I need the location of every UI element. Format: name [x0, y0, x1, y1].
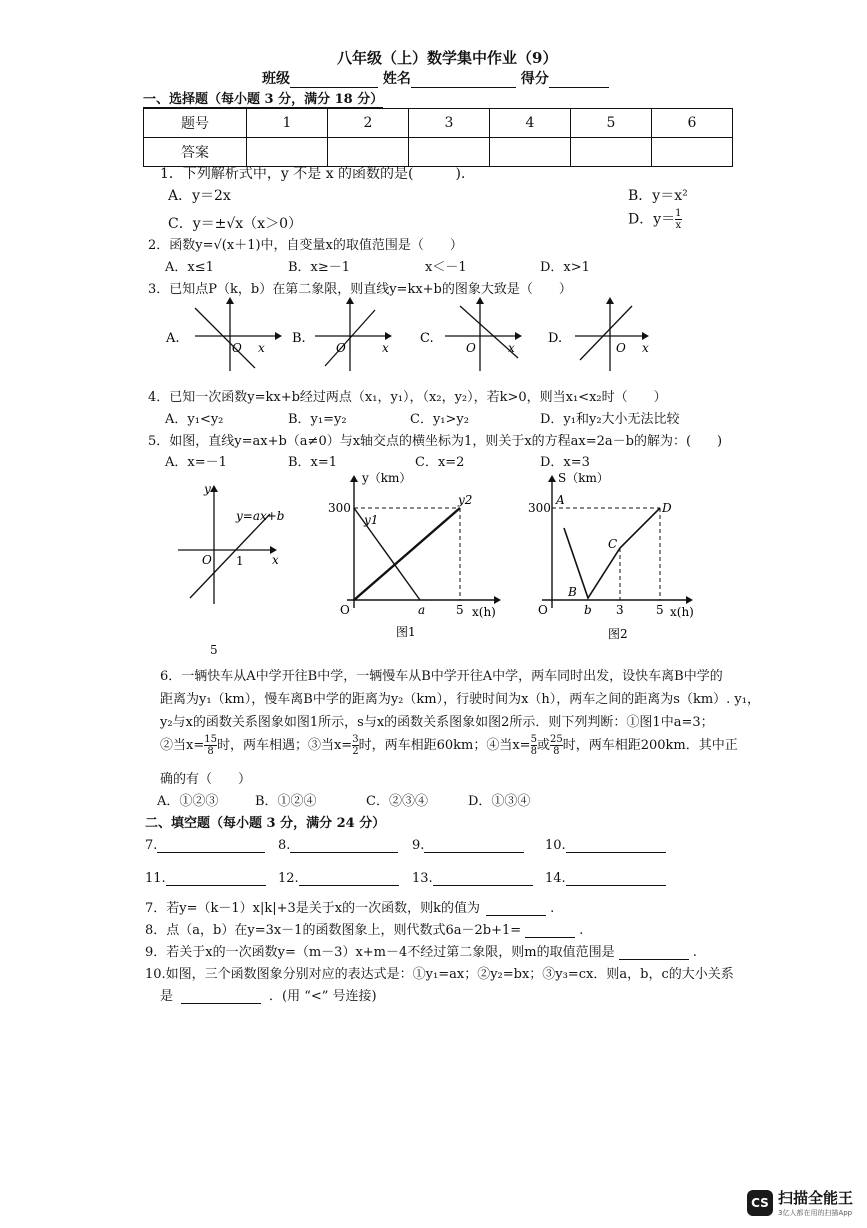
blank-line[interactable]	[424, 838, 524, 853]
origin-label: O	[340, 603, 350, 617]
arrow-head	[642, 332, 649, 340]
q6-text: 或	[536, 738, 550, 753]
y-axis-label: S（km）	[558, 471, 609, 485]
q2-option-d: D．x>1	[540, 260, 590, 275]
arrow-head	[494, 596, 501, 604]
arrow-head	[346, 297, 354, 304]
origin-label: O	[538, 603, 548, 617]
q10-line1: 10.如图，三个函数图象分别对应的表达式是：①y₁=ax；②y₂=bx；③y₃=cx．则a，b，c的大小关系	[145, 967, 734, 982]
intercept-label: 1	[236, 554, 244, 568]
q5-option-b: B．x=1	[288, 455, 338, 470]
tick-b: b	[584, 603, 592, 617]
blank-number: 13.	[412, 871, 433, 886]
q4-option-c: C．y₁>y₂	[410, 412, 469, 427]
q6-line3: y₂与x的函数关系图象如图1所示，s与x的函数关系图象如图2所示．则下列判断：①图1中a=3；	[160, 715, 714, 730]
blank-number: 7.	[145, 838, 158, 853]
q10-text: ．(用 “<” 号连接)	[269, 989, 377, 1004]
number-cell: 2	[328, 109, 409, 138]
q6-line4	[160, 734, 738, 757]
arrow-head	[210, 485, 218, 492]
fraction	[204, 734, 217, 757]
arrow-head	[385, 332, 392, 340]
q7-blank[interactable]	[486, 901, 546, 916]
fraction-denominator: 8	[553, 746, 560, 757]
q6-text: 时，两车相遇；③当x=	[216, 738, 353, 753]
blank-number: 8.	[278, 838, 291, 853]
row-label-answer: 答案	[144, 138, 247, 167]
q1-option-b: B．y＝x²	[628, 188, 688, 204]
number-cell: 3	[409, 109, 490, 138]
q1-option-c: C．y＝±√x（x＞0）	[168, 216, 302, 232]
origin-label: O	[336, 341, 346, 355]
q10-blank[interactable]	[181, 989, 261, 1004]
answer-cell[interactable]	[490, 138, 571, 167]
x-label: x	[508, 341, 515, 355]
name-blank[interactable]	[411, 73, 516, 88]
line-label: y=ax+b	[236, 509, 285, 523]
origin-label: O	[202, 553, 212, 567]
page-title: 八年级（上）数学集中作业（9）	[337, 49, 558, 67]
number-cell: 1	[247, 109, 328, 138]
blank-12[interactable]	[278, 871, 399, 886]
q6-line1: 6．一辆快车从A中学开往B中学，一辆慢车从B中学开往A中学，两车同时出发，设快车离B中学的	[160, 669, 723, 684]
q3-label-d: D.	[548, 331, 563, 346]
answer-cell[interactable]	[571, 138, 652, 167]
origin-label: O	[232, 341, 242, 355]
point-b: B	[568, 585, 577, 599]
q3-label-a: A.	[166, 331, 180, 346]
number-cell: 6	[652, 109, 733, 138]
q6-text: 时，两车相距60km；④当x=	[358, 738, 531, 753]
x-axis-label: x(h)	[670, 605, 694, 619]
q5-graph	[170, 478, 290, 610]
q8: 8．点（a，b）在y=3x－1的函数图象上，则代数式6a－2b+1= .	[145, 923, 584, 938]
fraction-denominator: x	[675, 220, 682, 231]
blank-11[interactable]	[145, 871, 266, 886]
score-blank[interactable]	[549, 73, 609, 88]
q6-option-a: A．①②③	[157, 794, 219, 809]
blank-14[interactable]	[545, 871, 666, 886]
q2-option-c: x＜－1	[425, 260, 467, 275]
blank-number: 11.	[145, 871, 166, 886]
arrow-head	[515, 332, 522, 340]
q2-option-a: A．x≤1	[165, 260, 214, 275]
arrow-head	[226, 297, 234, 304]
fraction-numerator: 15	[204, 734, 217, 745]
graph-line	[195, 308, 255, 368]
q7: 7．若y=（k－1）x|k|+3是关于x的一次函数，则k的值为 .	[145, 901, 555, 916]
y-label: y	[204, 482, 211, 496]
blank-line[interactable]	[433, 871, 533, 886]
q4-option-a: A．y₁<y₂	[165, 412, 224, 427]
origin-label: O	[466, 341, 476, 355]
point-d: D	[662, 501, 672, 515]
point-c: C	[608, 537, 618, 551]
q4-stem: 4．已知一次函数y=kx+b经过两点（x₁，y₁），（x₂，y₂），若k>0，则当x₁<x₂时（ ）	[148, 390, 667, 405]
blank-8[interactable]	[278, 838, 398, 853]
camscanner-logo-icon: CS	[747, 1190, 773, 1216]
tick-a: a	[418, 603, 426, 617]
q8-blank[interactable]	[525, 923, 575, 938]
name-label: 姓名	[382, 71, 411, 87]
blank-line[interactable]	[299, 871, 399, 886]
q3-label-c: C.	[420, 331, 434, 346]
blank-line[interactable]	[566, 871, 666, 886]
q2-option-b: B．x≥－1	[288, 260, 351, 275]
tick-5: 5	[656, 603, 664, 617]
q5-option-d: D．x=3	[540, 455, 590, 470]
q6-option-c: C．②③④	[366, 794, 428, 809]
q3-stem: 3．已知点P（k，b）在第二象限，则直线y=kx+b的图象大致是（ ）	[148, 282, 572, 297]
score-label: 得分	[520, 71, 549, 87]
q3-label-b: B.	[292, 331, 306, 346]
q10-line2	[160, 985, 377, 1004]
tick-300: 300	[528, 501, 551, 515]
fraction-denominator: 8	[207, 746, 214, 757]
q3-graphs	[160, 296, 660, 378]
x-label: x	[272, 553, 279, 567]
tick-5: 5	[456, 603, 464, 617]
point-a: A	[556, 493, 565, 507]
section2-heading: 二、填空题（每小题 3 分，满分 24 分）	[145, 816, 386, 831]
fraction-numerator: 1	[675, 208, 682, 219]
q1-option-d	[628, 208, 682, 231]
section1-heading: 一、选择题（每小题 3 分，满分 18 分）	[143, 88, 383, 108]
blank-number: 9.	[412, 838, 425, 853]
fraction	[550, 734, 563, 757]
blank-number: 14.	[545, 871, 566, 886]
x-label: x	[382, 341, 389, 355]
figure-1	[322, 468, 512, 648]
q5-option-c: C．x=2	[415, 455, 465, 470]
blank-line[interactable]	[290, 838, 398, 853]
q6-option-d: D．①③④	[468, 794, 531, 809]
fraction-denominator: 8	[530, 746, 537, 757]
tick-300: 300	[328, 501, 351, 515]
fraction-numerator: 5	[530, 734, 537, 745]
arrow-head	[476, 297, 484, 304]
fraction-denominator: 2	[352, 746, 359, 757]
blank-number: 10.	[545, 838, 566, 853]
q9: 9．若关于x的一次函数y=（m－3）x+m－4不经过第二象限，则m的取值范围是 .	[145, 945, 697, 960]
q4-option-d: D．y₁和y₂大小无法比较	[540, 412, 680, 427]
q5-stem: 5．如图，直线y=ax+b（a≠0）与x轴交点的横坐标为1，则关于x的方程ax=2a－b的解为：( )	[148, 434, 723, 449]
q9-text: 9．若关于x的一次函数y=（m－3）x+m－4不经过第二象限，则m的取值范围是	[145, 945, 615, 960]
label-y1: y1	[364, 513, 379, 527]
q9-blank[interactable]	[619, 945, 689, 960]
q5-caption: 5	[210, 643, 218, 657]
fraction-numerator: 25	[549, 734, 563, 745]
watermark-sub: 3亿人都在用的扫描App	[777, 1209, 853, 1217]
q6-option-b: B．①②④	[255, 794, 317, 809]
fraction-numerator: 3	[352, 734, 359, 745]
blank-9[interactable]	[412, 838, 524, 853]
x-label: x	[258, 341, 265, 355]
answer-table	[143, 108, 733, 167]
q7-text: 7．若y=（k－1）x|k|+3是关于x的一次函数，则k的值为	[145, 901, 480, 916]
class-blank[interactable]	[290, 73, 378, 88]
arrow-head	[606, 297, 614, 304]
blank-line[interactable]	[166, 871, 266, 886]
x-axis-label: x(h)	[472, 605, 496, 619]
q1-option-d-prefix: D．y＝	[628, 211, 676, 228]
label-y2: y2	[458, 493, 473, 507]
watermark-name: 扫描全能王	[777, 1189, 853, 1207]
row-label-number: 题号	[144, 109, 247, 138]
figure-2	[528, 468, 718, 648]
number-cell: 5	[571, 109, 652, 138]
figure-1-caption: 图1	[396, 625, 416, 639]
q6-text: 时，两车相距200km．其中正	[562, 738, 738, 753]
blank-10[interactable]	[545, 838, 666, 853]
x-label: x	[642, 341, 649, 355]
q8-text: 8．点（a，b）在y=3x－1的函数图象上，则代数式6a－2b+1=	[145, 923, 522, 938]
arrow-head	[350, 475, 358, 482]
arrow-head	[275, 332, 282, 340]
q10-text: 是	[160, 989, 174, 1004]
class-label: 班级	[262, 71, 290, 87]
blank-number: 12.	[278, 871, 299, 886]
q1-option-d-fraction	[675, 208, 681, 231]
q6-line5: 确的有（ ）	[160, 772, 252, 787]
q1-stem: 1．下列解析式中，y 不是 x 的函数的是( )．	[160, 166, 475, 182]
origin-label: O	[616, 341, 626, 355]
scanner-watermark	[747, 1187, 853, 1218]
q2-stem: 2．函数y=√(x＋1)中，自变量x的取值范围是（ ）	[148, 238, 463, 253]
answer-cell[interactable]	[652, 138, 733, 167]
q6-text: ②当x=	[160, 738, 205, 753]
y-axis-label: y（km）	[362, 471, 412, 485]
q4-option-b: B．y₁=y₂	[288, 412, 347, 427]
blank-13[interactable]	[412, 871, 533, 886]
number-cell: 4	[490, 109, 571, 138]
blank-line[interactable]	[566, 838, 666, 853]
arrow-head	[548, 475, 556, 482]
arrow-head	[686, 596, 693, 604]
graph-s	[564, 508, 660, 598]
blank-7[interactable]	[145, 838, 265, 853]
blank-line[interactable]	[157, 838, 265, 853]
q5-option-a: A．x=－1	[165, 455, 227, 470]
tick-3: 3	[616, 603, 624, 617]
class-field	[262, 68, 609, 88]
q6-line2: 距离为y₁（km），慢车离B中学的距离为y₂（km），行驶时间为x（h），两车之间的距离为s（km）. y₁，	[160, 692, 760, 707]
figure-2-caption: 图2	[608, 627, 628, 641]
q1-option-a: A．y＝2x	[168, 188, 231, 204]
